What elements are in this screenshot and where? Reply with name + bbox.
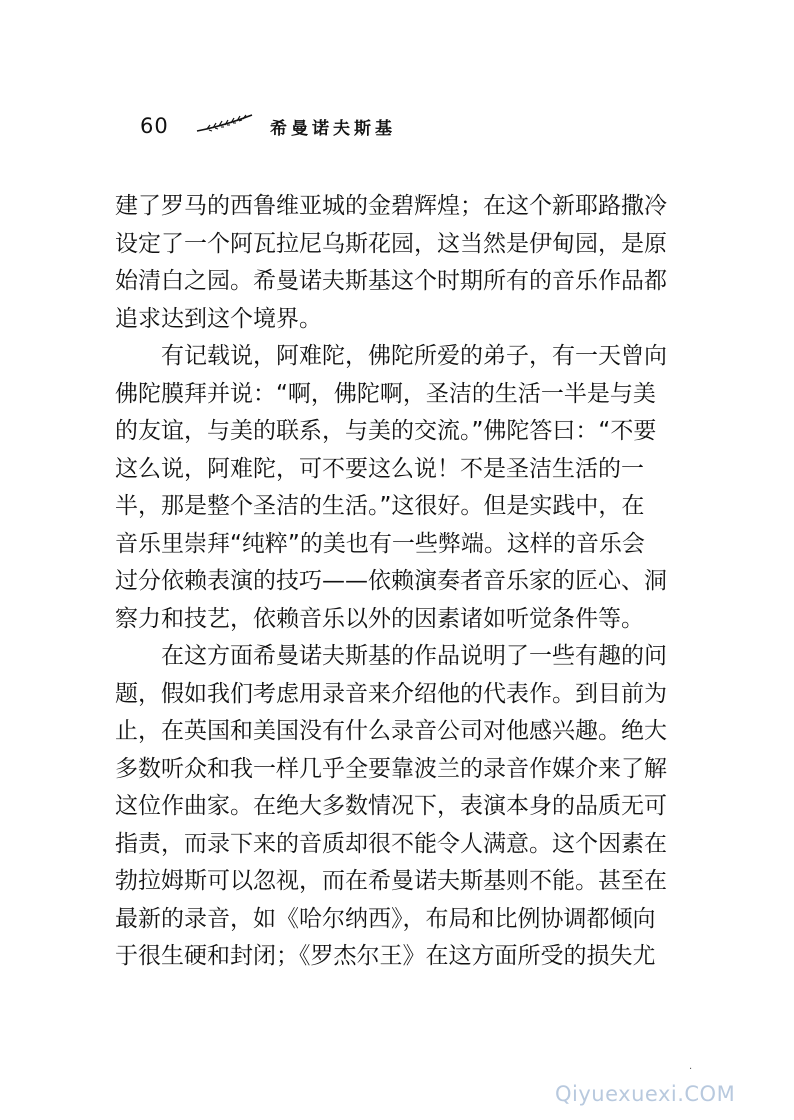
text-line: 始清白之园。希曼诺夫斯基这个时期所有的音乐作品都 (115, 268, 667, 294)
paragraph (115, 338, 675, 638)
text-line: 这么说，阿难陀，可不要这么说！不是圣洁生活的一 (115, 455, 644, 482)
page-number: 60 (140, 114, 169, 138)
text-line: 题，假如我们考虑用录音来介绍他的代表作。到目前为 (115, 680, 667, 707)
text-line: 止，在英国和美国没有什么录音公司对他感兴趣。绝大 (115, 718, 667, 744)
text-line: 这位作曲家。在绝大多数情况下，表演本身的品质无可 (115, 793, 667, 819)
body-text (115, 188, 675, 976)
text-line: 指责，而录下来的音质却很不能令人满意。这个因素在 (115, 830, 667, 857)
text-line: 过分依赖表演的技巧——依赖演奏者音乐家的匠心、洞 (115, 568, 667, 594)
running-header (140, 108, 700, 144)
running-title: 希曼诺夫斯基 (270, 119, 396, 139)
text-line: 音乐里崇拜“纯粹”的美也有一些弊端。这样的音乐会 (115, 530, 645, 557)
text-line: 的友谊，与美的联系，与美的交流。”佛陀答曰：“不要 (115, 418, 657, 444)
text-line: 追求达到这个境界。 (115, 305, 322, 332)
text-line: 设定了一个阿瓦拉尼乌斯花园，这当然是伊甸园，是原 (115, 230, 667, 257)
text-line: 最新的录音，如《哈尔纳西》，布局和比例协调都倾向 (115, 905, 656, 932)
text-line: 多数听众和我一样几乎全要靠波兰的录音作媒介来了解 (115, 755, 667, 782)
paragraph (115, 188, 675, 338)
text-line: 佛陀膜拜并说：“啊，佛陀啊，圣洁的生活一半是与美 (115, 380, 656, 407)
text-line: 于很生硬和封闭；《罗杰尔王》在这方面所受的损失尤 (115, 943, 656, 969)
watermark (535, 1079, 785, 1109)
text-line: 察力和技艺，依赖音乐以外的因素诸如听觉条件等。 (115, 605, 644, 632)
feather-ornament-icon (195, 112, 255, 134)
text-line: 有记载说，阿难陀，佛陀所爱的弟子，有一天曾向 (161, 343, 667, 369)
text-line: 勃拉姆斯可以忽视，而在希曼诺夫斯基则不能。甚至在 (115, 868, 667, 894)
scan-mark: · (689, 1064, 693, 1075)
text-line: 在这方面希曼诺夫斯基的作品说明了一些有趣的问 (161, 643, 667, 669)
paragraph (115, 638, 675, 976)
text-line: 建了罗马的西鲁维亚城的金碧辉煌；在这个新耶路撒冷 (115, 193, 667, 219)
watermark-text: Qiyuexuexi.COM (555, 1082, 736, 1106)
text-line: 半，那是整个圣洁的生活。”这很好。但是实践中，在 (115, 493, 645, 519)
